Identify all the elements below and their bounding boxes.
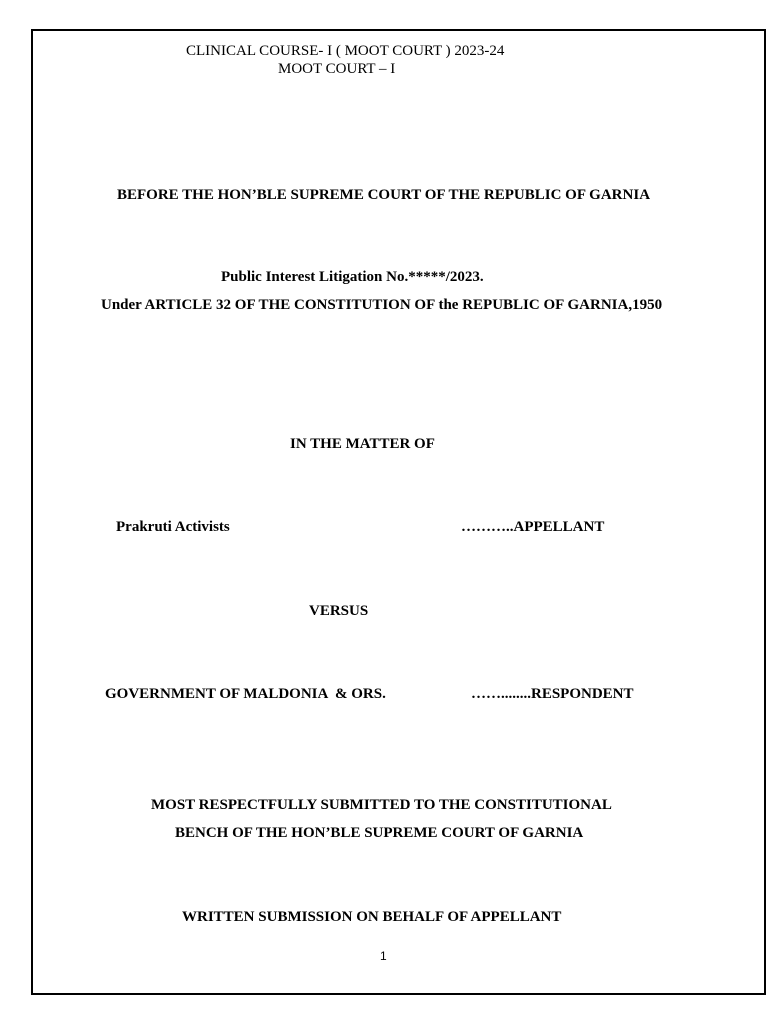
page-border (31, 29, 766, 995)
submission-line-1: MOST RESPECTFULLY SUBMITTED TO THE CONSTITUTIONAL (151, 797, 612, 813)
appellant-name: Prakruti Activists (116, 519, 230, 535)
petition-number: Public Interest Litigation No.*****/2023. (221, 269, 484, 285)
petition-article: Under ARTICLE 32 OF THE CONSTITUTION OF the REPUBLIC OF GARNIA,1950 (101, 297, 663, 313)
matter-heading: IN THE MATTER OF (290, 436, 435, 452)
respondent-role: ……........RESPONDENT (471, 686, 634, 702)
appellant-role: ………..APPELLANT (461, 519, 605, 535)
respondent-name: GOVERNMENT OF MALDONIA & ORS. (105, 686, 386, 702)
header-moot-court: MOOT COURT – I (278, 61, 396, 77)
submission-line-2: BENCH OF THE HON’BLE SUPREME COURT OF GARNIA (175, 825, 584, 841)
court-title: BEFORE THE HON’BLE SUPREME COURT OF THE REPUBLIC OF GARNIA (117, 187, 651, 203)
versus-label: VERSUS (309, 603, 369, 619)
page-number: 1 (380, 949, 387, 963)
header-course-title: CLINICAL COURSE- I ( MOOT COURT ) 2023-24 (186, 43, 505, 59)
written-submission-title: WRITTEN SUBMISSION ON BEHALF OF APPELLANT (182, 909, 562, 925)
